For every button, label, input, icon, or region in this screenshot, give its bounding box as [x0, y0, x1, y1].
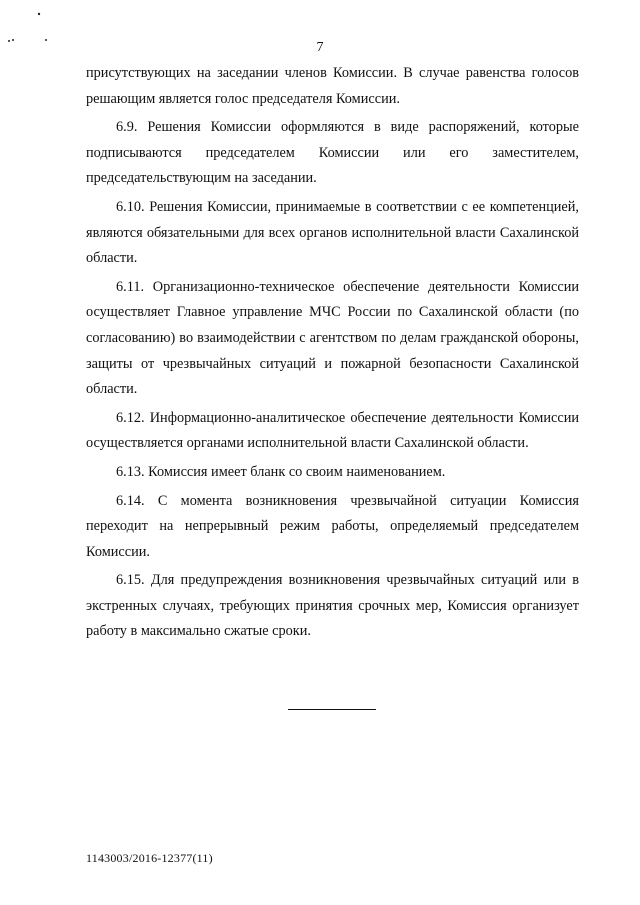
paragraph-6-9: 6.9. Решения Комиссии оформляются в виде распоряжений, которые подписываются председателем Комиссии или его заместителем, председательствующим на заседании.	[86, 119, 579, 187]
page-number: 7	[316, 40, 324, 55]
paragraph-continuation: присутствующих на заседании членов Комиссии. В случае равенства голосов решающим является голос председателя Комиссии.	[86, 65, 579, 107]
paragraph-6-12: 6.12. Информационно-аналитическое обеспечение деятельности Комиссии осуществляется органами исполнительной власти Сахалинской области.	[86, 409, 579, 452]
paragraph-6-13: 6.13. Комиссия имеет бланк со своим наименованием.	[116, 463, 446, 480]
paragraph-6-14: 6.14. С момента возникновения чрезвычайной ситуации Комиссия переходит на непрерывный режим работы, определяемый председателем Комиссии.	[86, 492, 579, 560]
document-code: 1143003/2016-12377(11)	[86, 851, 213, 865]
paragraph-6-10: 6.10. Решения Комиссии, принимаемые в соответствии с ее компетенцией, являются обязательными для всех органов исполнительной власти Сахалинской области.	[86, 198, 579, 267]
paragraph-6-15: 6.15. Для предупреждения возникновения чрезвычайных ситуаций или в экстренных случаях, требующих принятия срочных мер, Комиссия организует работу в максимально сжатые сроки.	[86, 572, 579, 640]
document-body	[86, 61, 579, 645]
paragraph-6-11: 6.11. Организационно-техническое обеспечение деятельности Комиссии осуществляет Главное управление МЧС России по Сахалинской области (по согласованию) во взаимодействии с агентством по делам гражданской обороны, защиты от чрезвычайных ситуаций и пожарной безопасности Сахалинской области.	[86, 278, 579, 398]
end-of-document-rule	[288, 709, 376, 710]
